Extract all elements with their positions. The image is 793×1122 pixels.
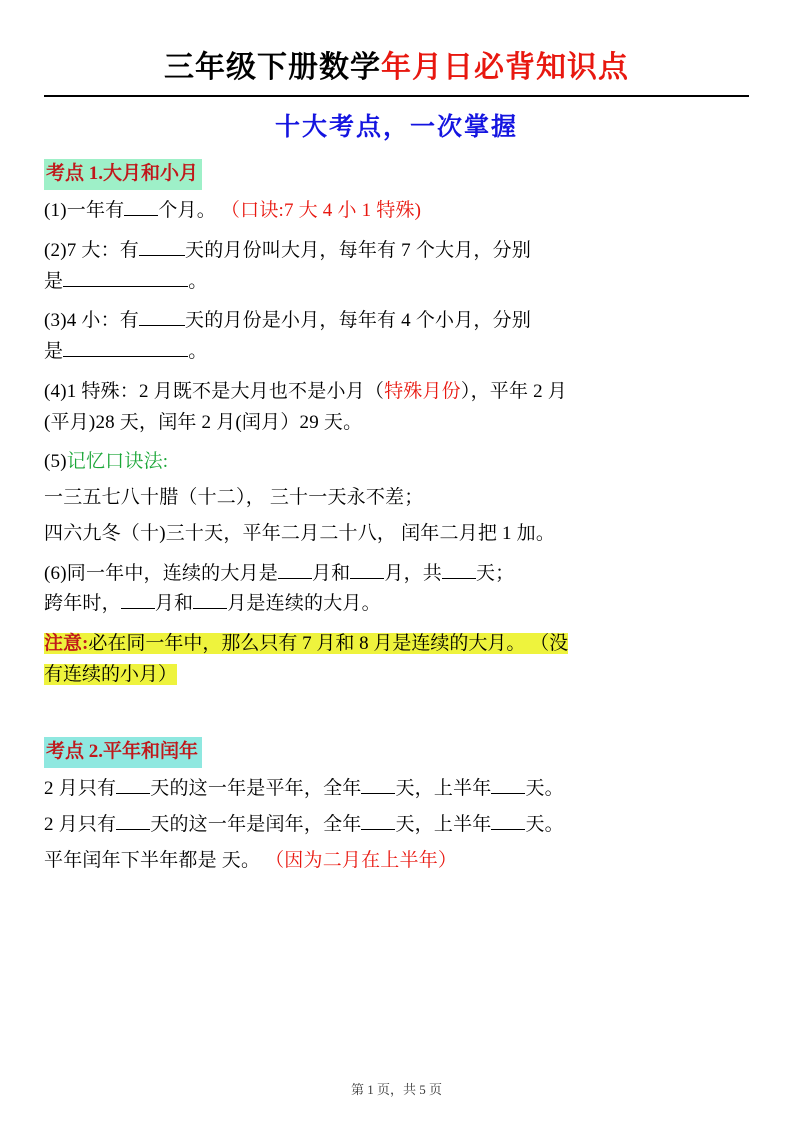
item2-text-c: 是 <box>44 270 64 292</box>
item4-text-c: (平月)28 天，闰年 2 月(闰月）29 天。 <box>44 411 363 433</box>
s2l3-reason: （因为二月在上半年） <box>265 849 458 871</box>
section-1-heading: 考点 1.大月和小月 <box>44 159 202 191</box>
section-1-item-4 <box>44 377 749 439</box>
note-text-line-1: 必在同一年中，那么只有 7 月和 8 月是连续的大月。 （没 <box>88 633 569 655</box>
item1-text-b: 个月。 <box>158 200 216 221</box>
item3-text-a: (3)4 小：有 <box>44 310 140 332</box>
section-2 <box>44 735 749 877</box>
fill-blank[interactable] <box>361 793 395 794</box>
item4-text-b: ），平年 2 月 <box>460 380 567 402</box>
title-part-black: 三年级下册数学 <box>164 51 381 84</box>
section-2-line-2 <box>44 810 749 841</box>
section-1-mnemonic-line-1: 一三五七八十腊（十二）， 三十一天永不差； <box>44 487 424 509</box>
item3-text-b: 天的月份是小月，每年有 4 个小月，分别 <box>185 310 532 332</box>
s2l3-text-a: 平年闰年下半年都是 天。 <box>44 849 261 871</box>
item6-text-g: 月是连续的大月。 <box>227 593 381 615</box>
section-1-item-2 <box>44 236 749 298</box>
item2-text-a: (2)7 大：有 <box>44 239 140 261</box>
item5-label: 记忆口诀法: <box>66 451 169 473</box>
section-1-mnemonic-line-2: 四六九冬（十)三十天，平年二月二十八， 闰年二月把 1 加。 <box>44 522 556 544</box>
section-1 <box>44 157 749 691</box>
s2l2-text-b: 天的这一年是闰年，全年 <box>150 813 362 835</box>
item6-text-a: (6)同一年中，连续的大月是 <box>44 562 278 584</box>
fill-blank[interactable] <box>278 578 312 579</box>
item3-text-d: 。 <box>188 341 208 363</box>
section-1-item-6 <box>44 559 749 621</box>
fill-blank[interactable] <box>139 255 185 256</box>
item6-text-f: 月和 <box>154 593 194 615</box>
page-title <box>44 36 749 89</box>
s2l2-text-d: 天。 <box>525 813 564 835</box>
item6-text-b: 月和 <box>311 562 351 584</box>
section-1-item-1 <box>44 196 749 227</box>
item6-text-e: 跨年时， <box>44 593 121 615</box>
fill-blank[interactable] <box>124 215 158 216</box>
s2l2-text-a: 2 月只有 <box>44 813 117 835</box>
fill-blank[interactable] <box>139 325 185 326</box>
title-divider <box>44 95 749 97</box>
fill-blank[interactable] <box>491 793 525 794</box>
title-part-red: 年月日必背知识点 <box>381 51 629 84</box>
section-1-note <box>44 629 749 691</box>
fill-blank[interactable] <box>116 829 150 830</box>
item3-text-c: 是 <box>44 341 64 363</box>
section-1-item-3 <box>44 306 749 368</box>
s2l1-text-b: 天的这一年是平年，全年 <box>150 778 362 800</box>
page-footer: 第 1 页，共 5 页 <box>350 1082 442 1097</box>
section-2-line-1 <box>44 774 749 805</box>
s2l1-text-d: 天。 <box>525 778 564 800</box>
item1-text-a: (1)一年有 <box>44 200 125 221</box>
item1-mnemonic: （口诀:7 大 4 小 1 特殊) <box>220 200 422 221</box>
fill-blank[interactable] <box>63 356 188 357</box>
section-2-heading: 考点 2.平年和闰年 <box>44 737 202 769</box>
fill-blank[interactable] <box>63 286 188 287</box>
section-gap <box>44 701 749 735</box>
item5-number: (5) <box>44 451 67 473</box>
item2-text-d: 。 <box>188 270 208 292</box>
s2l2-text-c: 天，上半年 <box>395 813 492 835</box>
item6-text-d: 天； <box>475 562 515 584</box>
fill-blank[interactable] <box>361 829 395 830</box>
section-1-item-5 <box>44 447 749 478</box>
fill-blank[interactable] <box>350 578 384 579</box>
s2l1-text-a: 2 月只有 <box>44 778 117 800</box>
fill-blank[interactable] <box>121 608 155 609</box>
item6-text-c: 月，共 <box>384 562 442 584</box>
item2-text-b: 天的月份叫大月，每年有 7 个大月，分别 <box>185 239 532 261</box>
item4-text-a: (4)1 特殊：2 月既不是大月也不是小月（ <box>44 380 385 402</box>
note-label: 注意: <box>44 633 89 655</box>
item4-special-label: 特殊月份 <box>384 380 461 402</box>
section-2-line-3 <box>44 846 749 877</box>
fill-blank[interactable] <box>491 829 525 830</box>
note-text-line-2: 有连续的小月） <box>44 663 178 685</box>
fill-blank[interactable] <box>193 608 227 609</box>
s2l1-text-c: 天，上半年 <box>395 778 492 800</box>
fill-blank[interactable] <box>116 793 150 794</box>
page-subtitle: 十大考点，一次掌握 <box>274 113 518 141</box>
fill-blank[interactable] <box>442 578 476 579</box>
